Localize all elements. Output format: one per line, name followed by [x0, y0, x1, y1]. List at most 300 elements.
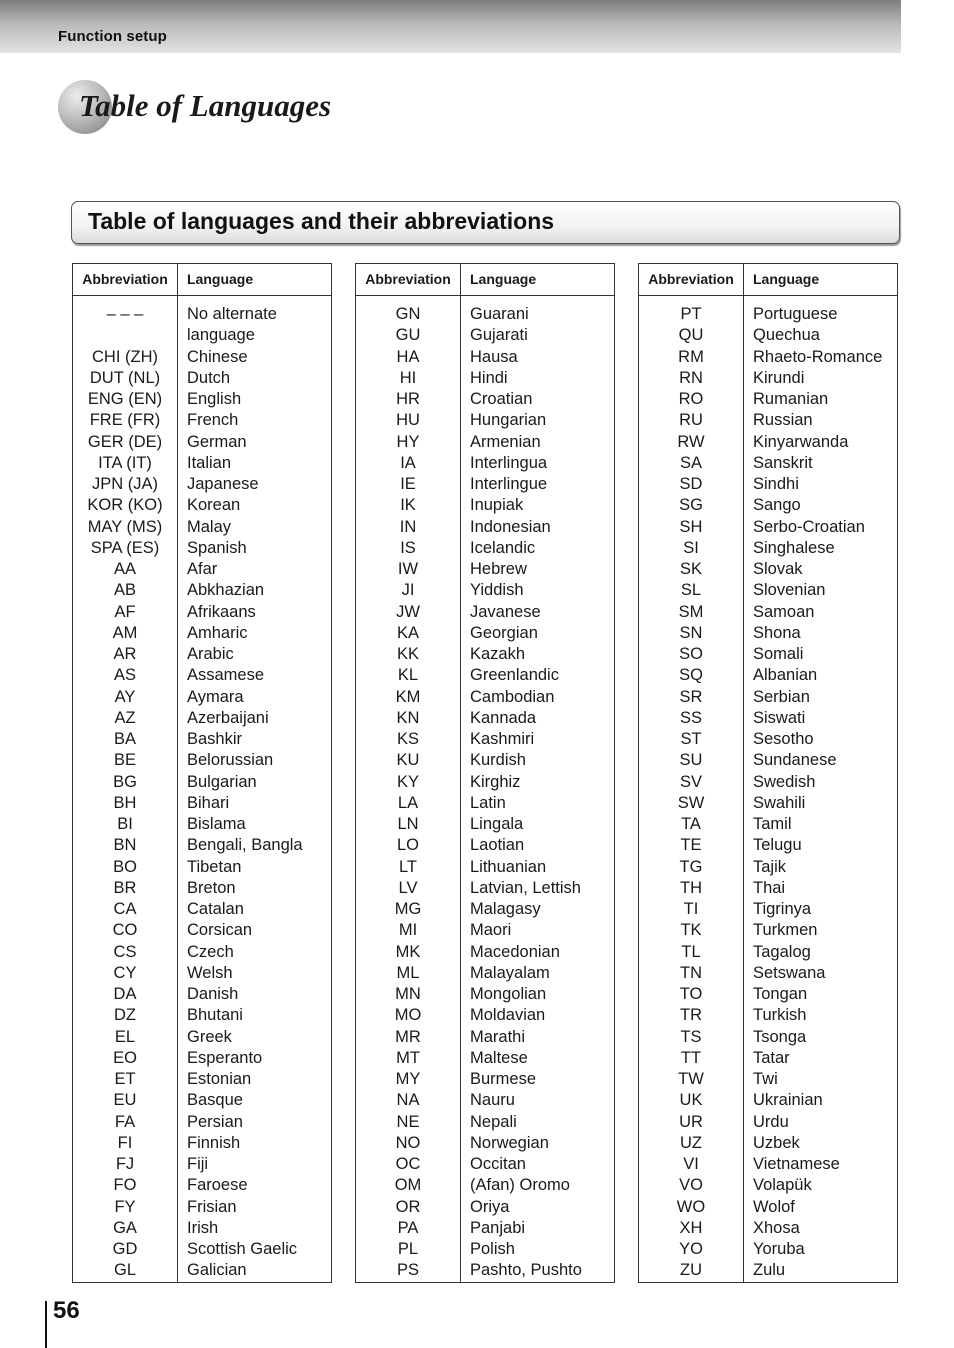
language-cell: Rumanian: [753, 390, 829, 408]
table-row: [73, 623, 331, 644]
table-row: [73, 432, 331, 453]
abbreviation-cell: ST: [680, 730, 702, 748]
language-cell: Kashmiri: [470, 730, 535, 748]
language-cell: Somali: [753, 645, 804, 663]
abbreviation-cell: MY: [395, 1070, 421, 1088]
language-cell: Bengali, Bangla: [187, 836, 303, 855]
language-cell: Mongolian: [470, 985, 547, 1003]
language-cell: Finnish: [187, 1133, 241, 1152]
abbreviation-cell: FA: [114, 1112, 136, 1131]
language-cell: Tongan: [753, 985, 808, 1003]
language-cell: Swahili: [753, 793, 806, 812]
table-row: [356, 1197, 614, 1218]
abbreviation-cell: KY: [396, 772, 419, 791]
abbreviation-cell: FJ: [115, 1155, 135, 1173]
table-row: [73, 814, 331, 835]
abbreviation-cell: VO: [679, 1176, 703, 1195]
table-row: [73, 1239, 331, 1260]
table-row: [73, 687, 331, 708]
table-row: [356, 920, 614, 941]
abbreviation-cell: HR: [396, 390, 420, 408]
abbreviation-cell: PA: [397, 1218, 419, 1237]
table-row: [356, 835, 614, 856]
table-row: [73, 729, 331, 750]
language-cell: Lithuanian: [470, 857, 547, 876]
table-row: [356, 432, 614, 453]
language-cell: Latin: [470, 793, 506, 812]
table-row: [73, 1069, 331, 1090]
language-cell: Setswana: [753, 963, 826, 982]
language-cell: Laotian: [470, 836, 525, 855]
table-row: [356, 857, 614, 878]
abbreviation-cell: ZU: [680, 1261, 702, 1280]
table-row: [639, 1260, 897, 1281]
table-row: [73, 347, 331, 368]
table-row: [73, 517, 331, 538]
language-cell: Bulgarian: [187, 772, 257, 791]
table-row: [639, 453, 897, 474]
abbreviation-cell: SD: [679, 475, 703, 493]
abbreviation-cell: OC: [395, 1155, 421, 1173]
language-cell: language: [187, 326, 255, 345]
abbreviation-cell: EU: [113, 1091, 137, 1110]
abbreviation-cell: GER (DE): [87, 432, 163, 451]
table-row: [73, 1175, 331, 1196]
language-cell: Tsonga: [753, 1027, 807, 1046]
table-row: [639, 644, 897, 665]
language-cell: Slovenian: [753, 581, 826, 600]
language-cell: Kirghiz: [470, 772, 521, 791]
table-row: [356, 793, 614, 814]
page-number-rule: [45, 1301, 47, 1348]
table-row: [356, 665, 614, 686]
language-cell: Uzbek: [753, 1133, 800, 1152]
abbreviation-cell: SK: [679, 560, 702, 578]
abbreviation-cell: NA: [396, 1091, 420, 1110]
abbreviation-cell: SV: [679, 772, 702, 791]
abbreviation-cell: SG: [679, 496, 703, 515]
abbreviation-cell: SA: [679, 453, 702, 472]
language-cell: Bhutani: [187, 1006, 243, 1025]
language-cell: Panjabi: [470, 1218, 526, 1237]
table-row: [73, 1005, 331, 1026]
language-cell: Telugu: [753, 836, 802, 855]
language-cell: Korean: [187, 496, 241, 515]
abbreviation-cell: KOR (KO): [87, 496, 163, 515]
table-row: [639, 432, 897, 453]
abbreviation-cell: SI: [683, 538, 699, 557]
language-cell: Corsican: [187, 921, 253, 940]
abbreviation-cell: KL: [397, 666, 419, 685]
abbreviation-cell: CA: [113, 900, 137, 918]
abbreviation-cell: MK: [395, 942, 421, 961]
language-cell: Vietnamese: [753, 1155, 840, 1173]
table-row: [356, 963, 614, 984]
abbreviation-cell: SN: [679, 623, 703, 642]
table-row: [356, 347, 614, 368]
abbreviation-cell: ITA (IT): [98, 453, 152, 472]
table-row: [356, 814, 614, 835]
header-rule: [356, 295, 614, 296]
language-cell: Urdu: [753, 1112, 789, 1131]
language-cell: Yoruba: [753, 1240, 805, 1258]
language-cell: Nauru: [470, 1091, 515, 1110]
table-row: [639, 1090, 897, 1111]
header-band: [0, 0, 901, 53]
abbreviation-cell: HI: [399, 368, 417, 387]
language-cell: Guarani: [470, 305, 529, 323]
abbreviation-cell: KM: [395, 687, 421, 706]
table-row: [639, 602, 897, 623]
language-cell: Persian: [187, 1112, 243, 1131]
table-row: [356, 1112, 614, 1133]
table-row: [639, 389, 897, 410]
abbreviation-cell: BN: [113, 836, 137, 855]
language-cell: Georgian: [470, 623, 538, 642]
column-header-language: Language: [753, 271, 820, 287]
abbreviation-cell: ML: [396, 963, 420, 982]
abbreviation-cell: MT: [396, 1048, 420, 1067]
language-cell: English: [187, 390, 242, 408]
language-cell: Malay: [187, 517, 232, 536]
abbreviation-cell: AZ: [114, 708, 136, 727]
table-row: [639, 1005, 897, 1026]
table-row: [356, 602, 614, 623]
language-cell: Bislama: [187, 815, 246, 833]
abbreviation-cell: NE: [396, 1112, 420, 1131]
language-cell: Tatar: [753, 1048, 790, 1067]
abbreviation-cell: MI: [398, 921, 418, 940]
abbreviation-cell: BO: [113, 857, 137, 876]
table-row: [73, 963, 331, 984]
abbreviation-cell: AF: [114, 602, 136, 621]
table-row: [73, 942, 331, 963]
abbreviation-cell: IS: [400, 538, 416, 557]
abbreviation-cell: VI: [683, 1155, 699, 1173]
table-row: [639, 1175, 897, 1196]
table-rows: [356, 304, 614, 1282]
table-row: [639, 835, 897, 856]
language-cell: Malayalam: [470, 963, 550, 982]
language-cell: Italian: [187, 453, 232, 472]
abbreviation-cell: AA: [113, 560, 136, 578]
language-cell: Croatian: [470, 390, 533, 408]
abbreviation-cell: TK: [680, 921, 702, 940]
table-row: [639, 474, 897, 495]
language-cell: Tamil: [753, 815, 792, 833]
abbreviation-cell: ENG (EN): [87, 390, 163, 408]
language-cell: Dutch: [187, 368, 231, 387]
table-row: [73, 1197, 331, 1218]
table-row: [73, 1218, 331, 1239]
table-row: [73, 835, 331, 856]
language-cell: Macedonian: [470, 942, 560, 961]
table-rows: [639, 304, 897, 1282]
language-cell: Javanese: [470, 602, 541, 621]
header-rule: [639, 295, 897, 296]
abbreviation-cell: TE: [680, 836, 702, 855]
table-row: [356, 687, 614, 708]
table-row: [639, 1048, 897, 1069]
language-cell: Faroese: [187, 1176, 248, 1195]
abbreviation-cell: IN: [399, 517, 417, 536]
table-row: [639, 325, 897, 346]
table-row: [639, 1239, 897, 1260]
language-cell: Interlingua: [470, 453, 548, 472]
table-row: [639, 772, 897, 793]
language-cell: Turkish: [753, 1006, 807, 1025]
table-row: [73, 1027, 331, 1048]
language-cell: Latvian, Lettish: [470, 878, 581, 897]
abbreviation-cell: SR: [679, 687, 703, 706]
table-row: [639, 368, 897, 389]
table-row: [356, 1239, 614, 1260]
language-cell: Nepali: [470, 1112, 517, 1131]
language-cell: Azerbaijani: [187, 708, 269, 727]
abbreviation-cell: UK: [679, 1091, 703, 1110]
abbreviation-cell: QU: [678, 326, 704, 345]
table-row: [356, 1133, 614, 1154]
language-cell: Tajik: [753, 857, 787, 876]
language-cell: Basque: [187, 1091, 243, 1110]
abbreviation-cell: HA: [396, 347, 420, 366]
table-row: [73, 453, 331, 474]
table-row: [356, 1218, 614, 1239]
table-row: [356, 517, 614, 538]
language-cell: Quechua: [753, 326, 820, 345]
language-cell: Irish: [187, 1218, 219, 1237]
language-cell: Armenian: [470, 432, 541, 451]
table-row: [73, 474, 331, 495]
abbreviation-cell: TL: [681, 942, 701, 961]
language-cell: Estonian: [187, 1070, 252, 1088]
column-header-language: Language: [470, 271, 537, 287]
language-cell: Burmese: [470, 1070, 537, 1088]
table-row: [356, 1090, 614, 1111]
language-cell: Sanskrit: [753, 453, 813, 472]
abbreviation-cell: CS: [113, 942, 137, 961]
abbreviation-cell: UZ: [680, 1133, 702, 1152]
table-row: [356, 878, 614, 899]
language-cell: Twi: [753, 1070, 778, 1088]
language-cell: No alternate: [187, 305, 277, 323]
table-row: [639, 1154, 897, 1175]
table-row: [639, 347, 897, 368]
language-cell: Danish: [187, 985, 239, 1003]
language-cell: Ukrainian: [753, 1091, 823, 1110]
table-row: [356, 453, 614, 474]
abbreviation-cell: GU: [395, 326, 421, 345]
table-row: [73, 389, 331, 410]
abbreviation-cell: BH: [113, 793, 137, 812]
abbreviation-cell: IA: [400, 453, 416, 472]
abbreviation-cell: MN: [395, 985, 421, 1003]
abbreviation-cell: GA: [113, 1218, 137, 1237]
table-row: [73, 708, 331, 729]
table-row: [73, 1154, 331, 1175]
language-cell: Aymara: [187, 687, 244, 706]
language-cell: Lingala: [470, 815, 524, 833]
language-cell: Tagalog: [753, 942, 811, 961]
table-row: [356, 772, 614, 793]
abbreviation-cell: IK: [400, 496, 416, 515]
language-cell: Thai: [753, 878, 786, 897]
abbreviation-cell: HU: [396, 411, 420, 430]
abbreviation-cell: SS: [679, 708, 702, 727]
language-cell: Tibetan: [187, 857, 242, 876]
language-cell: Sesotho: [753, 730, 814, 748]
language-cell: Sundanese: [753, 751, 837, 770]
language-cell: Hindi: [470, 368, 508, 387]
table-row: [639, 814, 897, 835]
page-number: 56: [53, 1297, 80, 1324]
language-cell: Abkhazian: [187, 581, 265, 600]
language-table-2: [355, 263, 615, 1283]
table-row: [73, 602, 331, 623]
language-cell: Scottish Gaelic: [187, 1240, 298, 1258]
table-row: [639, 942, 897, 963]
table-row: [73, 368, 331, 389]
table-row: [639, 665, 897, 686]
language-cell: Tigrinya: [753, 900, 812, 918]
table-row: [639, 580, 897, 601]
abbreviation-cell: MAY (MS): [87, 517, 163, 536]
language-cell: Amharic: [187, 623, 248, 642]
abbreviation-cell: SQ: [679, 666, 703, 685]
abbreviation-cell: RW: [677, 432, 705, 451]
language-cell: Kurdish: [470, 751, 526, 770]
language-cell: Sango: [753, 496, 801, 515]
language-cell: Kazakh: [470, 645, 526, 663]
language-cell: Welsh: [187, 963, 233, 982]
abbreviation-cell: JI: [401, 581, 415, 600]
language-cell: Hausa: [470, 347, 518, 366]
abbreviation-cell: LA: [397, 793, 419, 812]
language-cell: Catalan: [187, 900, 244, 918]
table-row: [639, 1069, 897, 1090]
table-row: [356, 623, 614, 644]
language-cell: Kinyarwanda: [753, 432, 849, 451]
language-cell: Afrikaans: [187, 602, 256, 621]
table-row: [356, 1048, 614, 1069]
table-row: [356, 559, 614, 580]
language-cell: Singhalese: [753, 538, 835, 557]
table-row: [73, 1260, 331, 1281]
abbreviation-cell: MR: [395, 1027, 421, 1046]
table-row: [639, 410, 897, 431]
abbreviation-cell: TN: [680, 963, 702, 982]
table-row: [356, 750, 614, 771]
abbreviation-cell: BE: [113, 751, 136, 770]
abbreviation-cell: SO: [679, 645, 703, 663]
table-row: [73, 750, 331, 771]
language-cell: Greenlandic: [470, 666, 559, 685]
language-cell: Swedish: [753, 772, 816, 791]
table-row: [73, 325, 331, 346]
abbreviation-cell: XH: [679, 1218, 703, 1237]
abbreviation-cell: KN: [396, 708, 420, 727]
language-cell: Moldavian: [470, 1006, 546, 1025]
table-row: [639, 984, 897, 1005]
abbreviation-cell: WO: [676, 1197, 706, 1216]
table-row: [73, 665, 331, 686]
table-row: [639, 729, 897, 750]
abbreviation-cell: TO: [679, 985, 703, 1003]
table-row: [639, 1112, 897, 1133]
language-cell: Breton: [187, 878, 236, 897]
table-row: [356, 368, 614, 389]
language-cell: Japanese: [187, 475, 259, 493]
abbreviation-cell: AY: [114, 687, 136, 706]
table-row: [356, 474, 614, 495]
abbreviation-cell: AM: [112, 623, 138, 642]
abbreviation-cell: AB: [113, 581, 136, 600]
language-cell: Indonesian: [470, 517, 551, 536]
table-row: [73, 1048, 331, 1069]
table-row: [73, 899, 331, 920]
abbreviation-cell: CY: [113, 963, 137, 982]
language-cell: Hebrew: [470, 560, 527, 578]
language-table-3: [638, 263, 898, 1283]
language-cell: Belorussian: [187, 751, 274, 770]
table-row: [356, 1027, 614, 1048]
table-row: [639, 708, 897, 729]
table-row: [356, 1175, 614, 1196]
table-row: [73, 793, 331, 814]
abbreviation-cell: IW: [397, 560, 419, 578]
language-cell: Greek: [187, 1027, 232, 1046]
language-cell: Icelandic: [470, 538, 536, 557]
table-row: [639, 793, 897, 814]
table-row: [356, 708, 614, 729]
abbreviation-cell: ET: [114, 1070, 136, 1088]
abbreviation-cell: SH: [679, 517, 703, 536]
language-cell: Gujarati: [470, 326, 528, 345]
language-cell: Esperanto: [187, 1048, 263, 1067]
table-row: [639, 1218, 897, 1239]
language-cell: Sindhi: [753, 475, 799, 493]
language-cell: Pashto, Pushto: [470, 1261, 582, 1280]
abbreviation-cell: CO: [112, 921, 138, 940]
abbreviation-cell: SPA (ES): [90, 538, 160, 557]
abbreviation-cell: KA: [396, 623, 419, 642]
language-cell: Serbian: [753, 687, 810, 706]
table-row: [639, 517, 897, 538]
abbreviation-cell: TS: [680, 1027, 702, 1046]
language-table-1: [72, 263, 332, 1283]
column-header-language: Language: [187, 271, 254, 287]
abbreviation-cell: DUT (NL): [89, 368, 161, 387]
abbreviation-cell: CHI (ZH): [92, 347, 158, 366]
abbreviation-cell: NO: [395, 1133, 421, 1152]
table-row: [639, 857, 897, 878]
table-row: [73, 644, 331, 665]
table-row: [73, 920, 331, 941]
table-row: [639, 1197, 897, 1218]
header-rule: [73, 295, 331, 296]
language-cell: Inupiak: [470, 496, 524, 515]
abbreviation-cell: BI: [117, 815, 133, 833]
abbreviation-cell: TH: [680, 878, 702, 897]
table-row: [73, 1133, 331, 1154]
abbreviation-cell: TR: [680, 1006, 702, 1025]
abbreviation-cell: RU: [679, 411, 703, 430]
abbreviation-cell: SM: [678, 602, 704, 621]
table-row: [639, 559, 897, 580]
abbreviation-cell: AS: [113, 666, 136, 685]
abbreviation-cell: SL: [680, 581, 702, 600]
abbreviation-cell: SU: [679, 751, 703, 770]
